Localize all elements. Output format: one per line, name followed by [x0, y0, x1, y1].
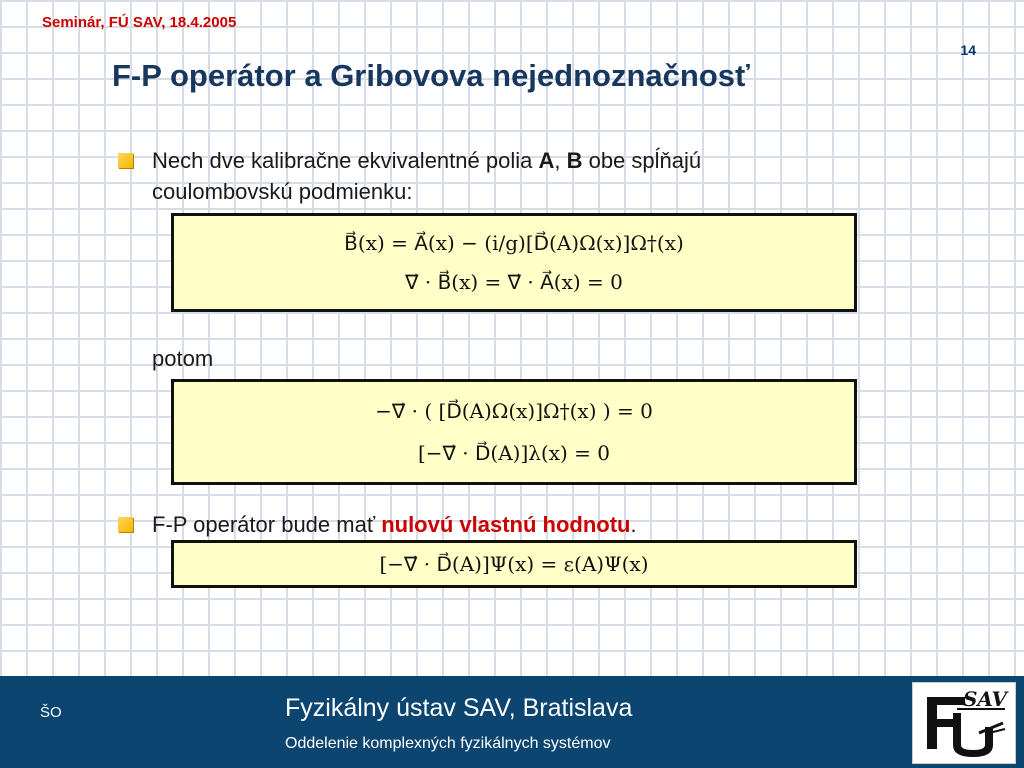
- bullet-marker: [118, 153, 133, 168]
- equation-eigen-zero: [−∇⃗ · D⃗(A)]λ(x) = 0: [417, 440, 611, 465]
- bullet1-field-b: B: [566, 148, 583, 173]
- bullet-zero-eigenvalue: [152, 509, 637, 540]
- bullet1-comma: ,: [554, 148, 567, 173]
- bullet-marker: [118, 517, 133, 532]
- page-number: 14: [960, 42, 976, 58]
- footer-title: Fyzikálny ústav SAV, Bratislava: [285, 694, 633, 722]
- potom-text: potom: [152, 346, 214, 371]
- slide-title: F-P operátor a Gribovova nejednoznačnosť: [112, 58, 750, 93]
- footer-subtitle: Oddelenie komplexných fyzikálnych systémov: [285, 735, 611, 752]
- bullet1-text-before: Nech dve kalibračne ekvivalentné polia: [152, 148, 539, 173]
- equation-fp-eigenvalue: [−∇⃗ · D⃗(A)]Ψ(x) = ε(A)Ψ(x): [379, 552, 649, 576]
- fu-sav-logo: [912, 682, 1016, 764]
- bullet1-line2: coulombovskú podmienku:: [152, 179, 413, 204]
- footer-author: ŠO: [40, 704, 62, 721]
- footer-bar: [0, 676, 1024, 768]
- equation-gauge-transform: B⃗(x) = A⃗(x) − (i/g)[D⃗(A)Ω(x)]Ω†(x): [344, 231, 684, 255]
- logo-text: SAV: [962, 687, 1007, 711]
- equation-box-consequence: [171, 379, 857, 485]
- bullet2-text-before: F-P operátor bude mať: [152, 512, 382, 537]
- header-seminar-note: Seminár, FÚ SAV, 18.4.2005: [42, 14, 237, 31]
- equation-box-eigenvalue: [171, 540, 857, 588]
- equation-coulomb-gauge: ∇⃗ · B⃗(x) = ∇⃗ · A⃗(x) = 0: [405, 270, 623, 294]
- bullet1-text-after: obe spĺňajú: [582, 148, 702, 173]
- equation-divergence-zero: −∇⃗ · ( [D⃗(A)Ω(x)]Ω†(x) ) = 0: [375, 399, 653, 424]
- bullet2-highlight: nulovú vlastnú hodnotu: [381, 512, 631, 537]
- equation-box-gauge-transform: [171, 213, 857, 312]
- bullet-coulomb-condition: [152, 145, 701, 207]
- bullet1-field-a: A: [538, 148, 555, 173]
- bullet2-text-after: .: [630, 512, 637, 537]
